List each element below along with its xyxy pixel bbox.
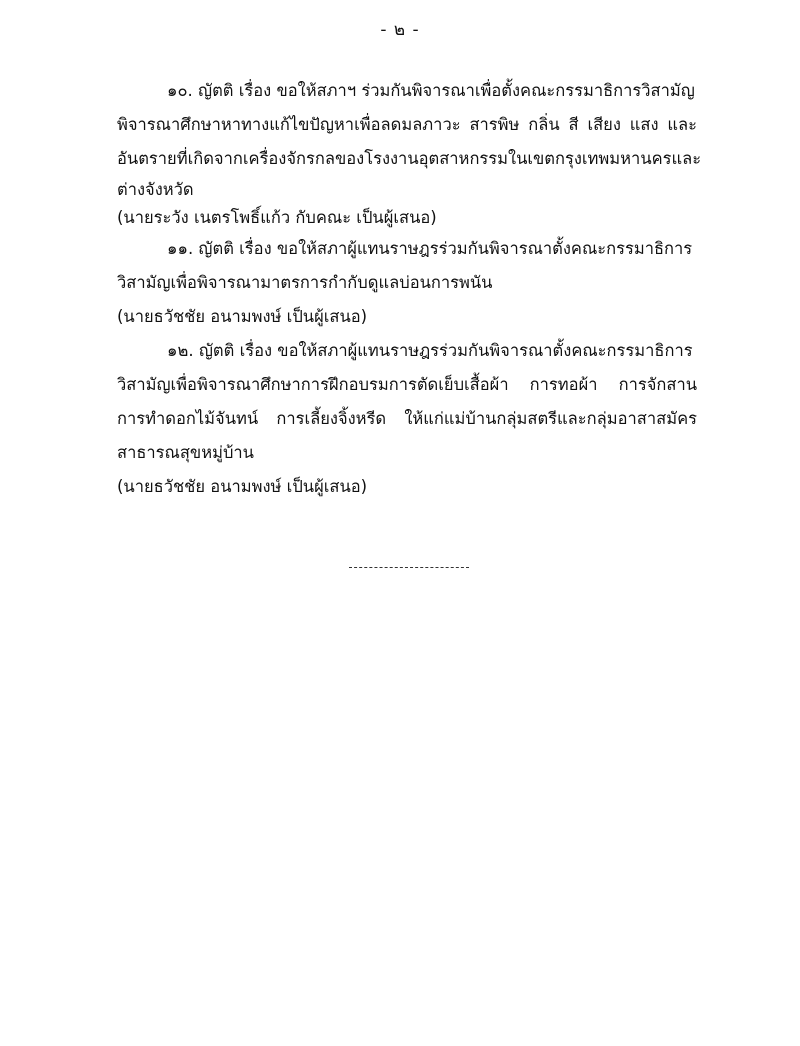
motion-text-line: อันตรายที่เกิดจากเครื่องจักรกลของโรงงานอุตสาหกรรมในเขตกรุงเทพมหานครและ <box>117 149 702 168</box>
motion-text-line: สาธารณสุขหมู่บ้าน <box>117 443 254 462</box>
motion-text-line: ๑๐. ญัตติ เรื่อง ขอให้สภาฯ ร่วมกันพิจารณาเพื่อตั้งคณะกรรมาธิการวิสามัญ <box>167 81 695 100</box>
motion-text-line: วิสามัญเพื่อพิจารณามาตรการกำกับดูแลบ่อนการพนัน <box>117 273 493 292</box>
motion-text-line: ๑๑. ญัตติ เรื่อง ขอให้สภาผู้แทนราษฎรร่วมกันพิจารณาตั้งคณะกรรมาธิการ <box>167 239 693 258</box>
motion-text-line: การทำดอกไม้จันทน์ การเลี้ยงจิ้งหรีด ให้แก่แม่บ้านกลุ่มสตรีและกลุ่มอาสาสมัคร <box>117 409 697 428</box>
motion-proposer: (นายระวัง เนตรโพธิ์แก้ว กับคณะ เป็นผู้เสนอ) <box>117 208 437 227</box>
motion-item-12 <box>117 334 697 504</box>
motion-text-line: วิสามัญเพื่อพิจารณาศึกษาการฝึกอบรมการตัดเย็บเสื้อผ้า การทอผ้า การจักสาน <box>117 375 697 394</box>
motion-text-line: ๑๒. ญัตติ เรื่อง ขอให้สภาผู้แทนราษฎรร่วมกันพิจารณาตั้งคณะกรรมาธิการ <box>167 341 693 360</box>
motion-proposer: (นายธวัชชัย อนามพงษ์ เป็นผู้เสนอ) <box>117 307 368 326</box>
closing-rule <box>349 567 469 568</box>
motion-text-line: ต่างจังหวัด <box>117 180 194 199</box>
motion-text-line: พิจารณาศึกษาหาทางแก้ไขปัญหาเพื่อลดมลภาวะ สารพิษ กลิ่น สี เสียง แสง และ <box>117 115 697 134</box>
motion-item-10 <box>117 74 702 232</box>
motion-item-11 <box>117 232 697 334</box>
document-body <box>117 74 702 504</box>
page-number: - ๒ - <box>380 20 420 40</box>
motion-proposer: (นายธวัชชัย อนามพงษ์ เป็นผู้เสนอ) <box>117 477 368 496</box>
